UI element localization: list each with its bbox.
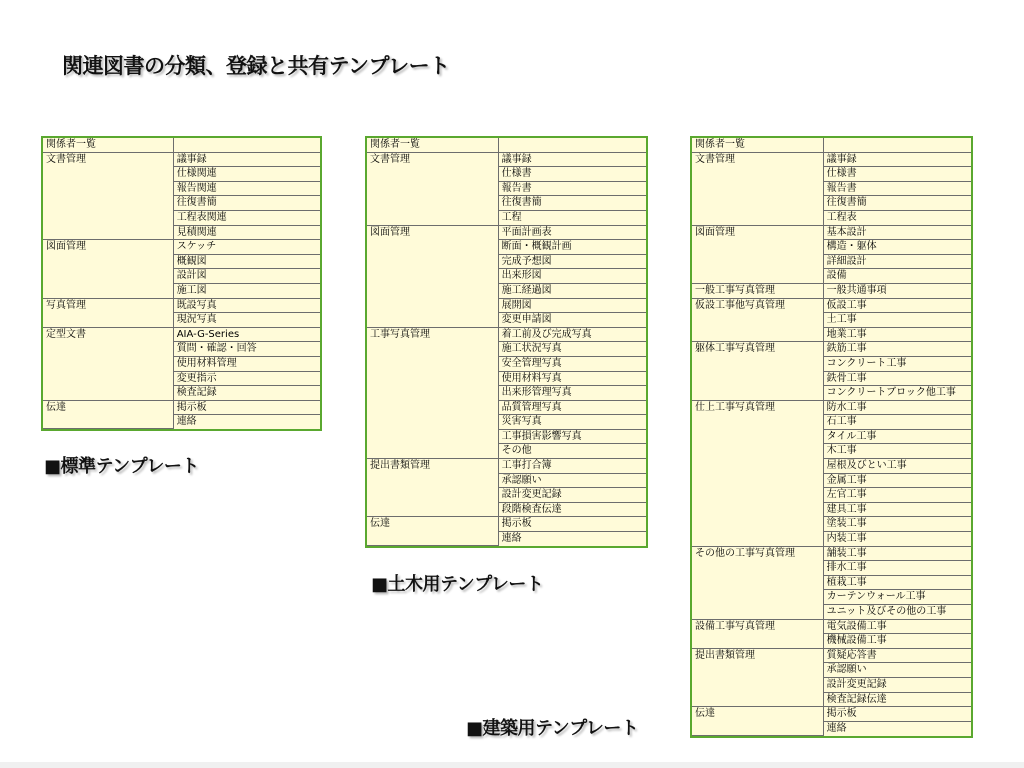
header-blank bbox=[173, 138, 320, 152]
item-cell[interactable]: 屋根及びとい工事 bbox=[823, 459, 971, 474]
category-cell: 図面管理 bbox=[692, 225, 823, 283]
item-cell[interactable]: 往復書簡 bbox=[498, 196, 646, 211]
item-cell[interactable]: 基本設計 bbox=[823, 225, 971, 240]
item-cell[interactable]: カーテンウォール工事 bbox=[823, 590, 971, 605]
standard-template-caption: ■標準テンプレート bbox=[44, 456, 199, 477]
item-cell[interactable]: 既設写真 bbox=[173, 298, 320, 313]
item-cell[interactable]: 承認願い bbox=[498, 473, 646, 488]
item-cell[interactable]: 往復書簡 bbox=[173, 196, 320, 211]
item-cell[interactable]: 議事録 bbox=[498, 152, 646, 167]
category-cell: その他の工事写真管理 bbox=[692, 546, 823, 619]
item-cell[interactable]: 安全管理写真 bbox=[498, 356, 646, 371]
table-row bbox=[692, 225, 971, 240]
item-cell[interactable]: 防水工事 bbox=[823, 400, 971, 415]
table-row bbox=[367, 327, 646, 342]
item-cell[interactable]: コンクリート工事 bbox=[823, 356, 971, 371]
item-cell[interactable]: その他 bbox=[498, 444, 646, 459]
item-cell[interactable]: 現況写真 bbox=[173, 313, 320, 328]
table-row bbox=[43, 152, 320, 167]
category-cell: 文書管理 bbox=[43, 152, 173, 240]
item-cell[interactable]: 機械設備工事 bbox=[823, 634, 971, 649]
item-cell[interactable]: 承認願い bbox=[823, 663, 971, 678]
item-cell[interactable]: 災害写真 bbox=[498, 415, 646, 430]
header-blank bbox=[498, 138, 646, 152]
item-cell[interactable]: 仕様関連 bbox=[173, 167, 320, 182]
item-cell[interactable]: 平面計画表 bbox=[498, 225, 646, 240]
table-row bbox=[367, 517, 646, 532]
table-row bbox=[692, 152, 971, 167]
item-cell[interactable]: 掲示板 bbox=[173, 400, 320, 415]
item-cell[interactable]: 施工経過図 bbox=[498, 283, 646, 298]
item-cell[interactable]: 質問・確認・回答 bbox=[173, 342, 320, 357]
category-cell: 一般工事写真管理 bbox=[692, 283, 823, 298]
item-cell[interactable]: スケッチ bbox=[173, 240, 320, 255]
item-cell[interactable]: 品質管理写真 bbox=[498, 400, 646, 415]
civil-template-table bbox=[365, 136, 648, 548]
category-cell: 提出書類管理 bbox=[367, 459, 498, 517]
category-cell: 伝達 bbox=[43, 400, 173, 429]
item-cell[interactable]: タイル工事 bbox=[823, 429, 971, 444]
category-cell: 文書管理 bbox=[692, 152, 823, 225]
item-cell[interactable]: 鉄骨工事 bbox=[823, 371, 971, 386]
category-cell: 提出書類管理 bbox=[692, 648, 823, 706]
bottom-bar bbox=[0, 762, 1024, 768]
item-cell[interactable]: 連絡 bbox=[823, 721, 971, 735]
item-cell[interactable]: 工程表 bbox=[823, 210, 971, 225]
civil-template-caption: ■土木用テンプレート bbox=[371, 574, 544, 595]
header-blank bbox=[823, 138, 971, 152]
category-cell: 文書管理 bbox=[367, 152, 498, 225]
item-cell[interactable]: 議事録 bbox=[823, 152, 971, 167]
item-cell[interactable]: 断面・概観計画 bbox=[498, 240, 646, 255]
item-cell[interactable]: 連絡 bbox=[498, 532, 646, 546]
item-cell[interactable]: 変更申請図 bbox=[498, 313, 646, 328]
item-cell[interactable]: 塗装工事 bbox=[823, 517, 971, 532]
header-row bbox=[692, 138, 971, 152]
table-row bbox=[43, 327, 320, 342]
table-row bbox=[367, 152, 646, 167]
item-cell[interactable]: 使用材料写真 bbox=[498, 371, 646, 386]
item-cell[interactable]: 木工事 bbox=[823, 444, 971, 459]
item-cell[interactable]: AIA-G-Series bbox=[173, 327, 320, 342]
category-cell: 伝達 bbox=[692, 707, 823, 736]
item-cell[interactable]: 左官工事 bbox=[823, 488, 971, 503]
item-cell[interactable]: 金属工事 bbox=[823, 473, 971, 488]
category-cell: 伝達 bbox=[367, 517, 498, 546]
item-cell[interactable]: 仕様書 bbox=[498, 167, 646, 182]
item-cell[interactable]: 報告書 bbox=[498, 181, 646, 196]
category-cell: 図面管理 bbox=[43, 240, 173, 298]
item-cell[interactable]: 仕様書 bbox=[823, 167, 971, 182]
item-cell[interactable]: 工事打合簿 bbox=[498, 459, 646, 474]
table-row bbox=[692, 400, 971, 415]
building-template-caption: ■建築用テンプレート bbox=[466, 718, 639, 739]
item-cell[interactable]: 見積関連 bbox=[173, 225, 320, 240]
item-cell[interactable]: 検査記録伝達 bbox=[823, 692, 971, 707]
table-row bbox=[367, 225, 646, 240]
item-cell[interactable]: 電気設備工事 bbox=[823, 619, 971, 634]
item-cell[interactable]: 石工事 bbox=[823, 415, 971, 430]
item-cell[interactable]: 報告書 bbox=[823, 181, 971, 196]
item-cell[interactable]: 内装工事 bbox=[823, 532, 971, 547]
item-cell[interactable]: 完成予想図 bbox=[498, 254, 646, 269]
table-row bbox=[367, 459, 646, 474]
item-cell[interactable]: 工事損害影響写真 bbox=[498, 429, 646, 444]
item-cell[interactable]: 段階検査伝達 bbox=[498, 502, 646, 517]
template-table-grid bbox=[43, 138, 320, 429]
item-cell[interactable]: 舗装工事 bbox=[823, 546, 971, 561]
category-cell: 図面管理 bbox=[367, 225, 498, 327]
table-row bbox=[692, 707, 971, 722]
item-cell[interactable]: コンクリートブロック他工事 bbox=[823, 386, 971, 401]
page-title: 関連図書の分類、登録と共有テンプレート bbox=[62, 54, 450, 78]
item-cell[interactable]: 出来形図 bbox=[498, 269, 646, 284]
item-cell[interactable]: 鉄筋工事 bbox=[823, 342, 971, 357]
item-cell[interactable]: 報告関連 bbox=[173, 181, 320, 196]
item-cell[interactable]: 一般共通事項 bbox=[823, 283, 971, 298]
item-cell[interactable]: 構造・躯体 bbox=[823, 240, 971, 255]
template-table-grid bbox=[367, 138, 646, 546]
item-cell[interactable]: 土工事 bbox=[823, 313, 971, 328]
category-cell: 仮設工事他写真管理 bbox=[692, 298, 823, 342]
item-cell[interactable]: 詳細設計 bbox=[823, 254, 971, 269]
category-cell: 仕上工事写真管理 bbox=[692, 400, 823, 546]
item-cell[interactable]: 着工前及び完成写真 bbox=[498, 327, 646, 342]
item-cell[interactable]: 設計変更記録 bbox=[498, 488, 646, 503]
item-cell[interactable]: 設備 bbox=[823, 269, 971, 284]
table-row bbox=[692, 648, 971, 663]
item-cell[interactable]: 設計図 bbox=[173, 269, 320, 284]
item-cell[interactable]: 連絡 bbox=[173, 415, 320, 429]
item-cell[interactable]: 使用材料管理 bbox=[173, 356, 320, 371]
item-cell[interactable]: 排水工事 bbox=[823, 561, 971, 576]
table-row bbox=[692, 283, 971, 298]
category-cell: 躯体工事写真管理 bbox=[692, 342, 823, 400]
header-row bbox=[367, 138, 646, 152]
table-row bbox=[43, 400, 320, 415]
item-cell[interactable]: 施工図 bbox=[173, 283, 320, 298]
item-cell[interactable]: 往復書簡 bbox=[823, 196, 971, 211]
item-cell[interactable]: 展開図 bbox=[498, 298, 646, 313]
header-label: 関係者一覧 bbox=[367, 138, 498, 152]
item-cell[interactable]: 変更指示 bbox=[173, 371, 320, 386]
item-cell[interactable]: 地業工事 bbox=[823, 327, 971, 342]
category-cell: 設備工事写真管理 bbox=[692, 619, 823, 648]
item-cell[interactable]: 工程 bbox=[498, 210, 646, 225]
table-row bbox=[43, 240, 320, 255]
item-cell[interactable]: 掲示板 bbox=[823, 707, 971, 722]
template-table-grid bbox=[692, 138, 971, 736]
table-row bbox=[692, 546, 971, 561]
header-label: 関係者一覧 bbox=[692, 138, 823, 152]
item-cell[interactable]: 掲示板 bbox=[498, 517, 646, 532]
category-cell: 工事写真管理 bbox=[367, 327, 498, 458]
category-cell: 写真管理 bbox=[43, 298, 173, 327]
item-cell[interactable]: 施工状況写真 bbox=[498, 342, 646, 357]
category-cell: 定型文書 bbox=[43, 327, 173, 400]
item-cell[interactable]: 設計変更記録 bbox=[823, 677, 971, 692]
item-cell[interactable]: 議事録 bbox=[173, 152, 320, 167]
item-cell[interactable]: 植栽工事 bbox=[823, 575, 971, 590]
item-cell[interactable]: ユニット及びその他の工事 bbox=[823, 605, 971, 620]
header-row bbox=[43, 138, 320, 152]
table-row bbox=[692, 298, 971, 313]
table-row bbox=[692, 342, 971, 357]
table-row bbox=[692, 619, 971, 634]
building-template-table bbox=[690, 136, 973, 738]
item-cell[interactable]: 工程表関連 bbox=[173, 210, 320, 225]
standard-template-table bbox=[41, 136, 322, 431]
item-cell[interactable]: 概観図 bbox=[173, 254, 320, 269]
header-label: 関係者一覧 bbox=[43, 138, 173, 152]
item-cell[interactable]: 出来形管理写真 bbox=[498, 386, 646, 401]
item-cell[interactable]: 質疑応答書 bbox=[823, 648, 971, 663]
table-row bbox=[43, 298, 320, 313]
item-cell[interactable]: 検査記録 bbox=[173, 386, 320, 401]
item-cell[interactable]: 建具工事 bbox=[823, 502, 971, 517]
item-cell[interactable]: 仮設工事 bbox=[823, 298, 971, 313]
